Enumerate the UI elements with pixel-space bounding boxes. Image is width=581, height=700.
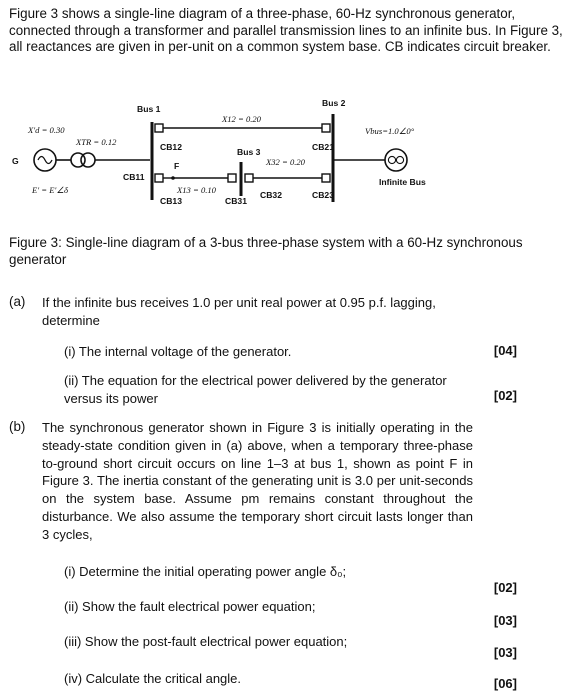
x12-label: X12 = 0.20 [222, 114, 261, 124]
emf-label: E′ = E′∠δ [32, 185, 69, 195]
cb23-label: CB23 [312, 190, 334, 200]
part-a-label: (a) [9, 294, 26, 309]
cb31-label: CB31 [225, 196, 247, 206]
part-b-label: (b) [9, 419, 26, 434]
generator-label: G [12, 156, 19, 166]
cb21-symbol [322, 124, 330, 132]
problem-intro: Figure 3 shows a single-line diagram of a three-phase, 60-Hz synchronous generator, connected through a transformer and parallel transmission lines to an infinite bus. In Figure 3, all reactances are given in per-unit on a common system base. CB indicates circuit breaker. [9, 6, 563, 55]
cb11-label: CB11 [123, 172, 145, 182]
cb32-label: CB32 [260, 190, 282, 200]
part-a-item-1-marks: [04] [493, 343, 517, 358]
part-b-item-2-marks: [03] [493, 613, 517, 628]
cb11-symbol [155, 174, 163, 182]
part-b-item-4-marks: [06] [493, 676, 517, 691]
fault-label: F [174, 161, 180, 171]
part-a-text: If the infinite bus receives 1.0 per unit real power at 0.95 p.f. lagging, determine [42, 295, 436, 328]
cb12-label: CB12 [160, 142, 182, 152]
part-b-text: The synchronous generator shown in Figure 3 is initially operating in the steady-state condition given in (a) above, when a temporary three-phase to-ground short circuit occurs on line 1–3 at bus 1, shown as point F in Figure 3. The inertia constant of the generating unit is 3.0 per unit-seconds on the system base. Assume pm remains constant throughout the disturbance. We also assume the temporary short circuit lasts longer than 3 cycles, [42, 420, 473, 542]
part-b-item-3: (iii) Show the post-fault electrical power equation; [64, 634, 348, 649]
figure-caption: Figure 3: Single-line diagram of a 3-bus three-phase system with a 60-Hz synchronous generator [9, 235, 523, 267]
xtr-label: XTR = 0.12 [76, 137, 117, 147]
bus-2-label: Bus 2 [322, 98, 346, 108]
part-a-item-2: (ii) The equation for the electrical power delivered by the generator versus its power [64, 373, 447, 406]
cb23-symbol [322, 174, 330, 182]
cb13-label: CB13 [160, 196, 182, 206]
part-b-item-3-marks: [03] [493, 645, 517, 660]
part-b-item-4: (iv) Calculate the critical angle. [64, 671, 242, 686]
single-line-diagram [0, 92, 581, 222]
part-a-item-2-marks: [02] [493, 388, 517, 403]
bus-1-label: Bus 1 [137, 104, 161, 114]
vbus-label: Vbus=1.0∠0° [365, 126, 415, 136]
xd-label: X′d = 0.30 [28, 125, 65, 135]
x32-label: X32 = 0.20 [266, 157, 305, 167]
part-a-item-1: (i) The internal voltage of the generator. [64, 344, 292, 359]
cb21-label: CB21 [312, 142, 334, 152]
part-b-item-2: (ii) Show the fault electrical power equation; [64, 599, 316, 614]
infinite-bus-label: Infinite Bus [379, 177, 426, 187]
cb12-symbol [155, 124, 163, 132]
cb31-symbol [228, 174, 236, 182]
cb32-symbol [245, 174, 253, 182]
part-b-item-1-marks: [02] [493, 580, 517, 595]
part-b-item-1: (i) Determine the initial operating power angle δ₀; [64, 564, 347, 579]
bus-3-label: Bus 3 [237, 147, 261, 157]
x13-label: X13 = 0.10 [177, 185, 216, 195]
